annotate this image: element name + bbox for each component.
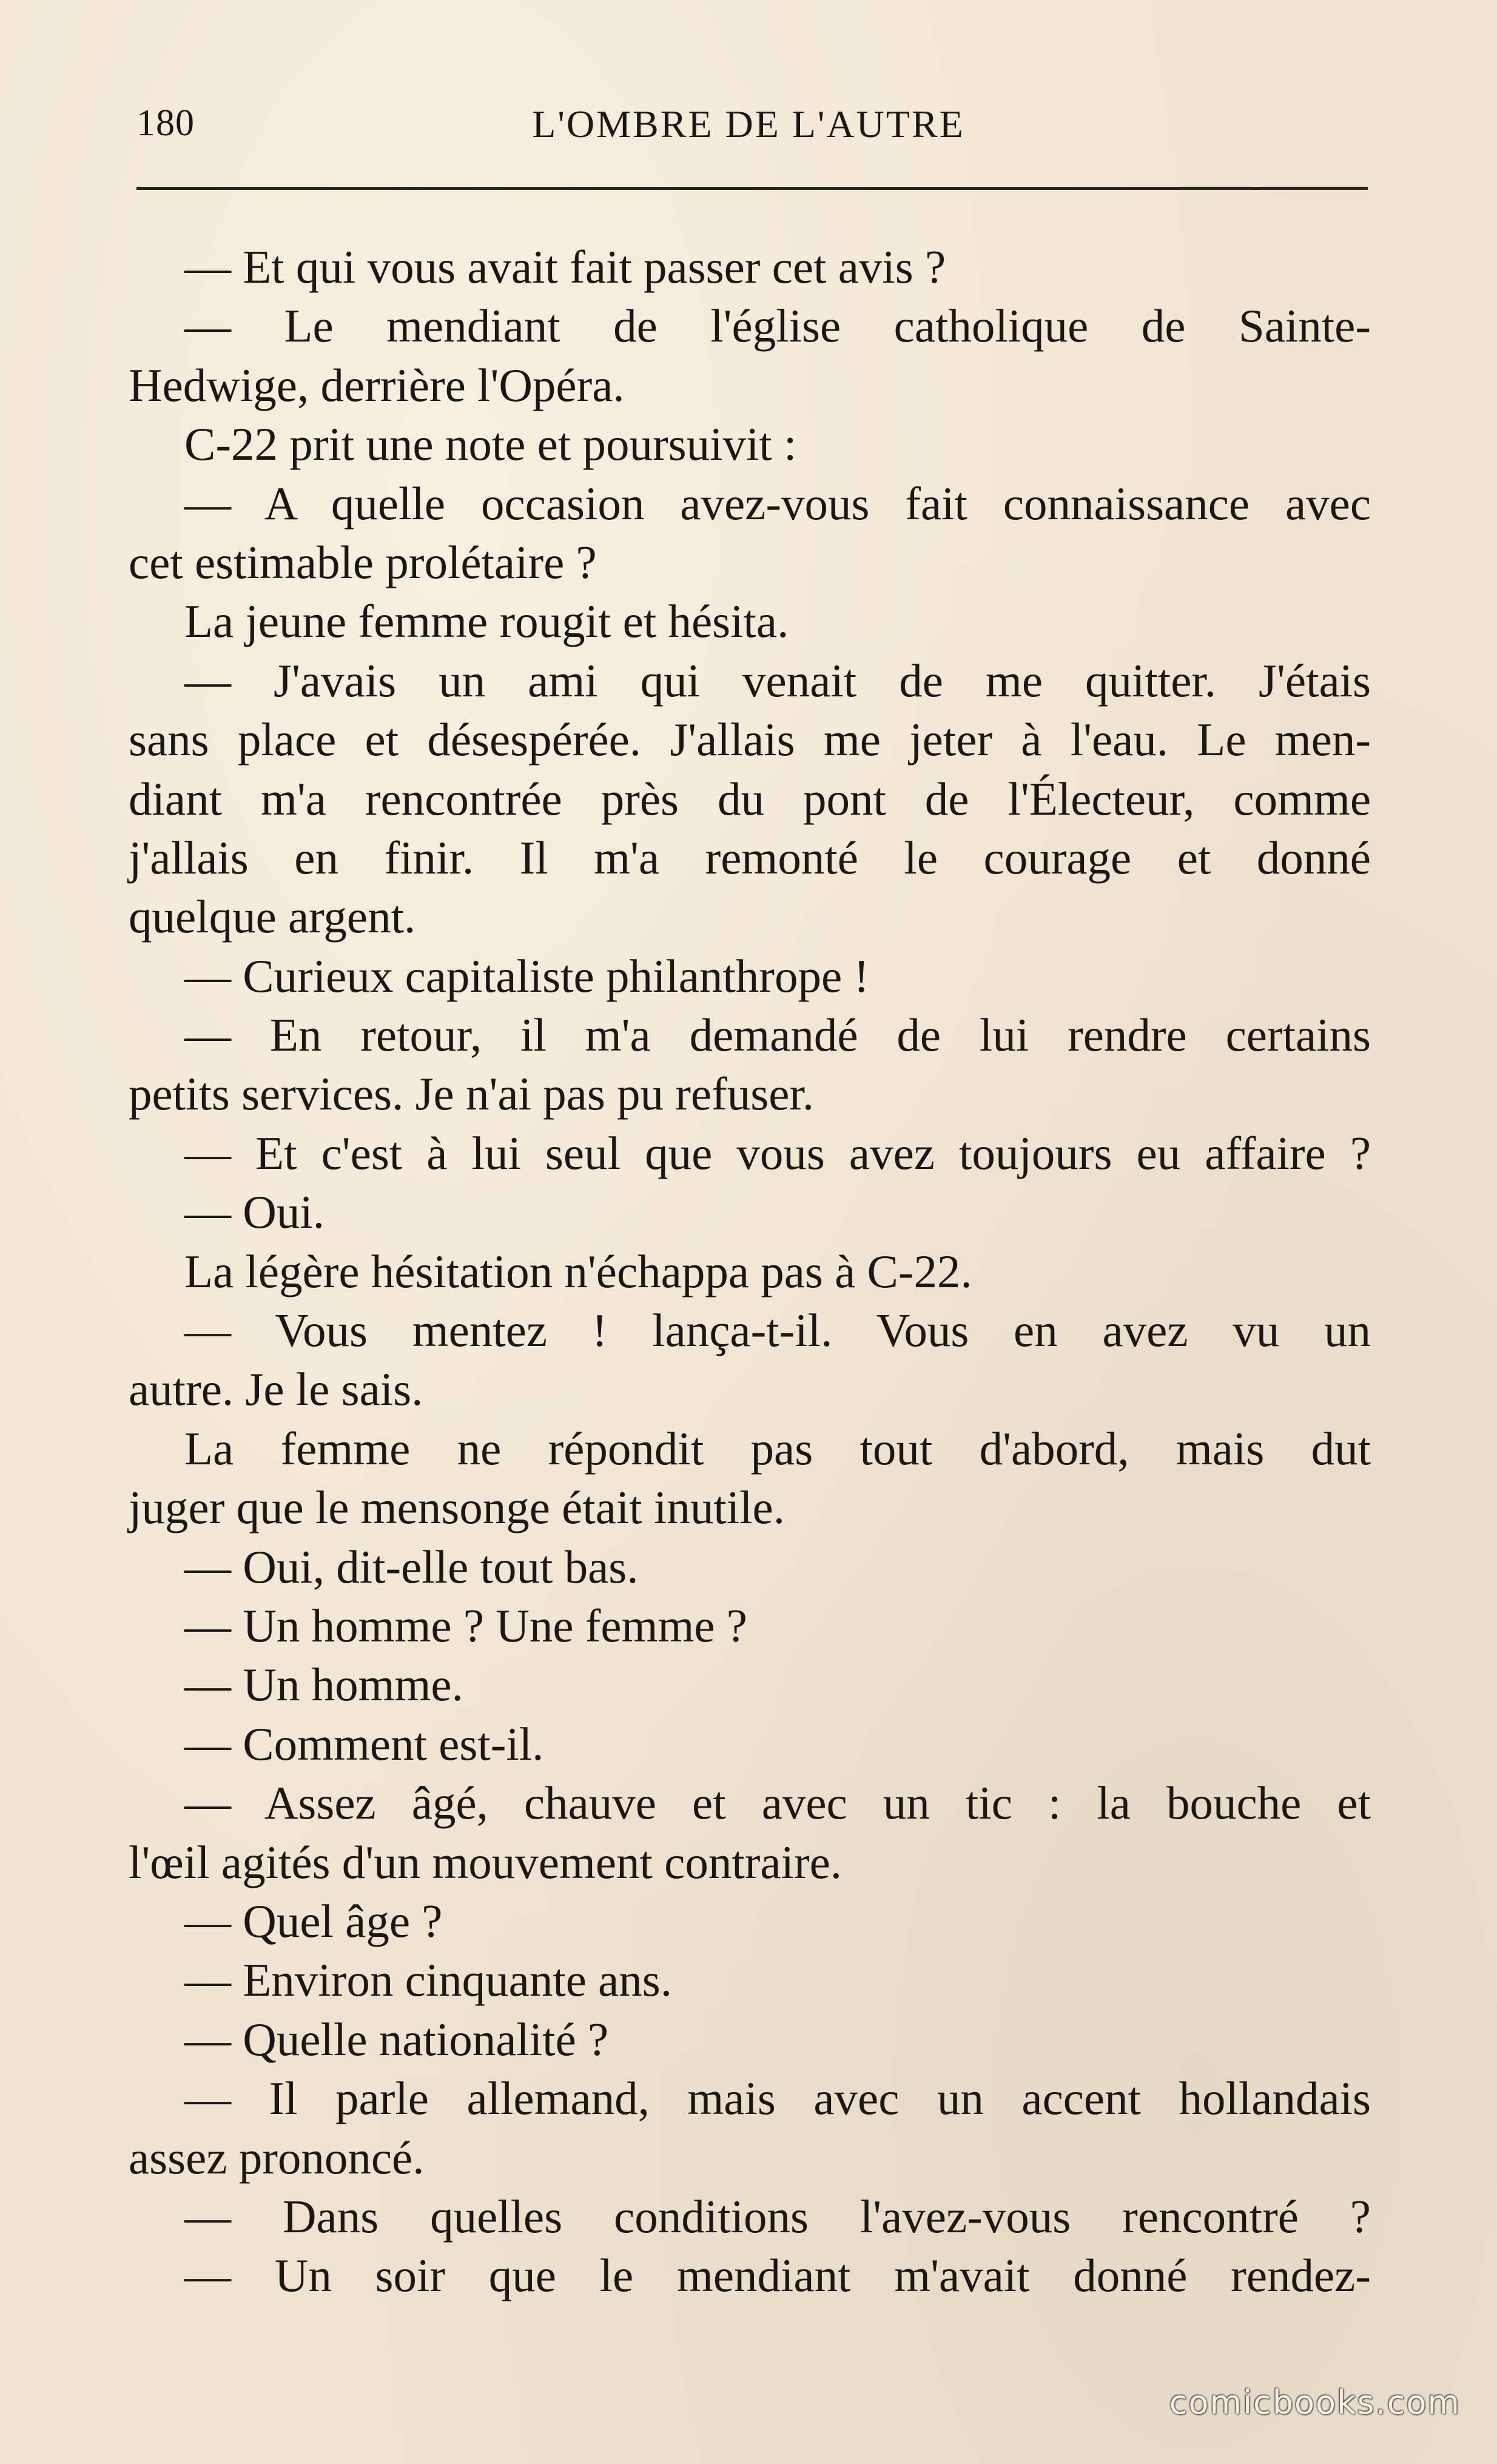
text-line: Hedwige, derrière l'Opéra.: [129, 358, 625, 411]
text-line: — Vous mentez ! lança-t-il. Vous en avez vu un: [184, 1304, 1371, 1357]
text-line: quelque argent.: [129, 890, 416, 943]
text-line: — Il parle allemand, mais avec un accent hollandais: [184, 2072, 1371, 2125]
text-line: juger que le mensonge était inutile.: [129, 1481, 785, 1534]
text-line: — Curieux capitaliste philanthrope !: [184, 949, 870, 1002]
text-line: — Quelle nationalité ?: [184, 2013, 609, 2065]
text-line: diant m'a rencontrée près du pont de l'Électeur, comme: [129, 772, 1371, 825]
text-line: — Oui, dit-elle tout bas.: [184, 1540, 639, 1593]
page-number: 180: [136, 103, 195, 144]
watermark: comicbooks.com: [1169, 2383, 1461, 2422]
running-title: L'OMBRE DE L'AUTRE: [532, 103, 965, 146]
text-line: l'œil agités d'un mouvement contraire.: [129, 1836, 843, 1888]
text-line: — Oui.: [184, 1186, 325, 1239]
text-line: — J'avais un ami qui venait de me quitter. J'étais: [184, 654, 1371, 707]
text-line: assez prononcé.: [129, 2131, 425, 2184]
text-line: — Et c'est à lui seul que vous avez toujours eu affaire ?: [184, 1126, 1371, 1179]
text-line: petits services. Je n'ai pas pu refuser.: [129, 1068, 815, 1120]
text-line: — Assez âgé, chauve et avec un tic : la bouche et: [184, 1777, 1371, 1829]
text-line: autre. Je le sais.: [129, 1363, 423, 1416]
text-line: — En retour, il m'a demandé de lui rendre certains: [184, 1009, 1371, 1062]
text-line: — Un homme ? Une femme ?: [184, 1599, 747, 1652]
text-line: — Le mendiant de l'église catholique de Sainte-: [184, 300, 1371, 352]
running-head: [136, 102, 1361, 157]
text-line: sans place et désespérée. J'allais me jeter à l'eau. Le men-: [129, 713, 1371, 766]
text-line: j'allais en finir. Il m'a remonté le courage et donné: [129, 831, 1371, 884]
text-line: — Et qui vous avait fait passer cet avis ?: [184, 241, 946, 293]
text-line: La légère hésitation n'échappa pas à C-22.: [184, 1245, 972, 1298]
text-line: — A quelle occasion avez-vous fait connaissance avec: [184, 477, 1371, 530]
text-line: — Environ cinquante ans.: [184, 1954, 673, 2007]
header-rule: [136, 187, 1368, 190]
text-line: — Quel âge ?: [184, 1894, 443, 1947]
text-line: La femme ne répondit pas tout d'abord, mais dut: [184, 1422, 1371, 1475]
text-line: La jeune femme rougit et hésita.: [184, 595, 789, 648]
body-text: [129, 238, 1371, 2306]
text-line: — Dans quelles conditions l'avez-vous rencontré ?: [184, 2190, 1371, 2243]
text-line: cet estimable prolétaire ?: [129, 536, 597, 588]
text-line: — Un homme.: [184, 1658, 463, 1711]
text-line: — Un soir que le mendiant m'avait donné rendez-: [184, 2249, 1371, 2302]
text-line: C-22 prit une note et poursuivit :: [184, 418, 797, 471]
text-line: — Comment est-il.: [184, 1717, 544, 1770]
